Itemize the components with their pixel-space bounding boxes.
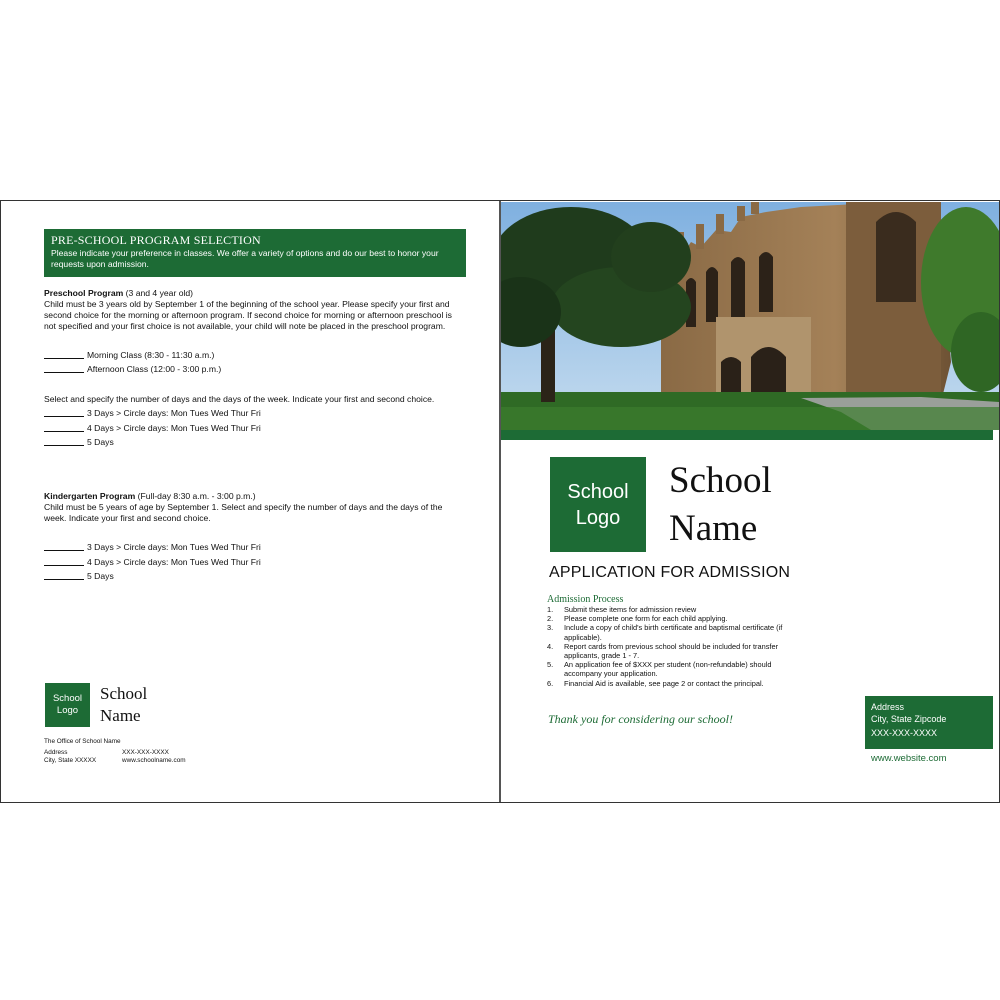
- blank-line[interactable]: [44, 445, 84, 446]
- preschool-option-morning: [44, 350, 464, 361]
- list-item: [547, 605, 797, 614]
- school-name-line: School: [669, 460, 772, 501]
- kindergarten-body: Child must be 5 years of age by September 1. Select and specify the number of days and the days of the week. Indicate your first and second choice.: [44, 502, 443, 523]
- list-item: [547, 642, 797, 660]
- step-number: 1.: [547, 605, 554, 614]
- option-label: 5 Days: [87, 571, 114, 581]
- school-building-photo: [501, 202, 999, 430]
- right-page: [501, 201, 999, 802]
- program-selection-description: Please indicate your preference in classes. We offer a variety of options and do our best to honor your requests upon admission.: [51, 248, 439, 269]
- city-state-line: City, State Zipcode: [871, 713, 947, 724]
- option-label: 5 Days: [87, 437, 114, 447]
- step-number: 3.: [547, 623, 554, 633]
- website-link[interactable]: www.website.com: [871, 753, 947, 764]
- left-page: [1, 201, 499, 802]
- school-name-line: Name: [100, 706, 141, 725]
- list-item: [547, 660, 797, 678]
- school-name: [669, 457, 772, 553]
- program-selection-header: [44, 229, 466, 277]
- preschool-days-option-4: [44, 423, 464, 434]
- blank-line[interactable]: [44, 358, 84, 359]
- step-number: 5.: [547, 660, 554, 670]
- footer-website: www.schoolname.com: [122, 757, 186, 764]
- option-label: 3 Days > Circle days: Mon Tues Wed Thur Fri: [87, 408, 261, 418]
- blank-line[interactable]: [44, 579, 84, 580]
- admission-process-title: Admission Process: [547, 594, 624, 605]
- school-name-line: Name: [669, 508, 758, 549]
- step-text: Include a copy of child's birth certificate and baptismal certificate (if applicable).: [564, 623, 783, 642]
- option-label: Morning Class (8:30 - 11:30 a.m.): [87, 350, 215, 360]
- footer-phone: XXX-XXX-XXXX: [122, 749, 169, 756]
- preschool-heading-note: (3 and 4 year old): [123, 288, 194, 298]
- step-text: Submit these items for admission review: [564, 605, 697, 614]
- step-text: Please complete one form for each child applying.: [564, 614, 728, 624]
- preschool-body: Child must be 3 years old by September 1 of the beginning of the school year. Please specify your first and second choice for the morning or afternoon program. If second choice for morning or afternoon preschool is not specified and your first choice is not available, your child will note be placed in the preschool program.: [44, 299, 452, 331]
- option-label: 4 Days > Circle days: Mon Tues Wed Thur Fri: [87, 423, 261, 433]
- step-text: Report cards from previous school should be included for transfer applicants, grade 1 - 7.: [564, 641, 779, 661]
- footer-address: Address: [44, 749, 68, 756]
- logo-text: Logo: [56, 705, 79, 716]
- kindergarten-heading-line: [44, 491, 464, 502]
- list-item: [547, 679, 797, 688]
- step-number: 6.: [547, 678, 554, 688]
- thank-you-message: Thank you for considering our school!: [548, 712, 733, 726]
- option-label: 3 Days > Circle days: Mon Tues Wed Thur Fri: [87, 542, 261, 552]
- blank-line[interactable]: [44, 550, 84, 551]
- school-name-line: School: [100, 684, 148, 703]
- step-text: An application fee of $XXX per student (non-refundable) should accompany your application.: [564, 660, 772, 679]
- blank-line[interactable]: [44, 372, 84, 373]
- option-label: 4 Days > Circle days: Mon Tues Wed Thur Fri: [87, 557, 261, 567]
- preschool-days-option-3: [44, 408, 464, 419]
- phone-line: XXX-XXX-XXXX: [871, 728, 938, 738]
- address-line: Address: [871, 702, 905, 712]
- contact-address-box: [865, 696, 993, 749]
- footer-office: The Office of School Name: [44, 738, 121, 745]
- school-building-illustration: [501, 202, 999, 430]
- kindergarten-heading-note: (Full-day 8:30 a.m. - 3:00 p.m.): [135, 491, 256, 501]
- footer-city: City, State XXXXX: [44, 757, 97, 764]
- blank-line[interactable]: [44, 431, 84, 432]
- footer-school-name: [100, 683, 147, 727]
- header-green-band: [501, 430, 993, 440]
- brochure-spread: [0, 200, 1000, 803]
- option-label: Afternoon Class (12:00 - 3:00 p.m.): [87, 364, 222, 374]
- blank-line[interactable]: [44, 416, 84, 417]
- kindergarten-days-option-4: [44, 557, 464, 568]
- logo-text: School: [567, 480, 629, 503]
- step-number: 2.: [547, 614, 554, 624]
- logo-text: School: [52, 693, 83, 704]
- preschool-days-instruction: Select and specify the number of days and the days of the week. Indicate your first and second choice.: [44, 394, 435, 404]
- program-selection-title: PRE-SCHOOL PROGRAM SELECTION: [51, 233, 261, 247]
- footer-school-logo: [45, 683, 90, 727]
- logo-text: Logo: [575, 506, 621, 529]
- admission-steps-list: [547, 605, 797, 688]
- list-item: [547, 614, 797, 623]
- list-item: [547, 623, 797, 641]
- preschool-heading-line: [44, 288, 464, 299]
- kindergarten-days-option-3: [44, 542, 464, 553]
- preschool-days-option-5: [44, 437, 464, 448]
- school-logo: [550, 457, 646, 552]
- preschool-heading: Preschool Program: [44, 288, 124, 298]
- step-text: Financial Aid is available, see page 2 or contact the principal.: [564, 678, 764, 688]
- step-number: 4.: [547, 641, 554, 651]
- kindergarten-heading: Kindergarten Program: [44, 491, 136, 501]
- preschool-option-afternoon: [44, 364, 464, 375]
- kindergarten-days-option-5: [44, 571, 464, 582]
- application-title: APPLICATION FOR ADMISSION: [549, 564, 791, 581]
- blank-line[interactable]: [44, 565, 84, 566]
